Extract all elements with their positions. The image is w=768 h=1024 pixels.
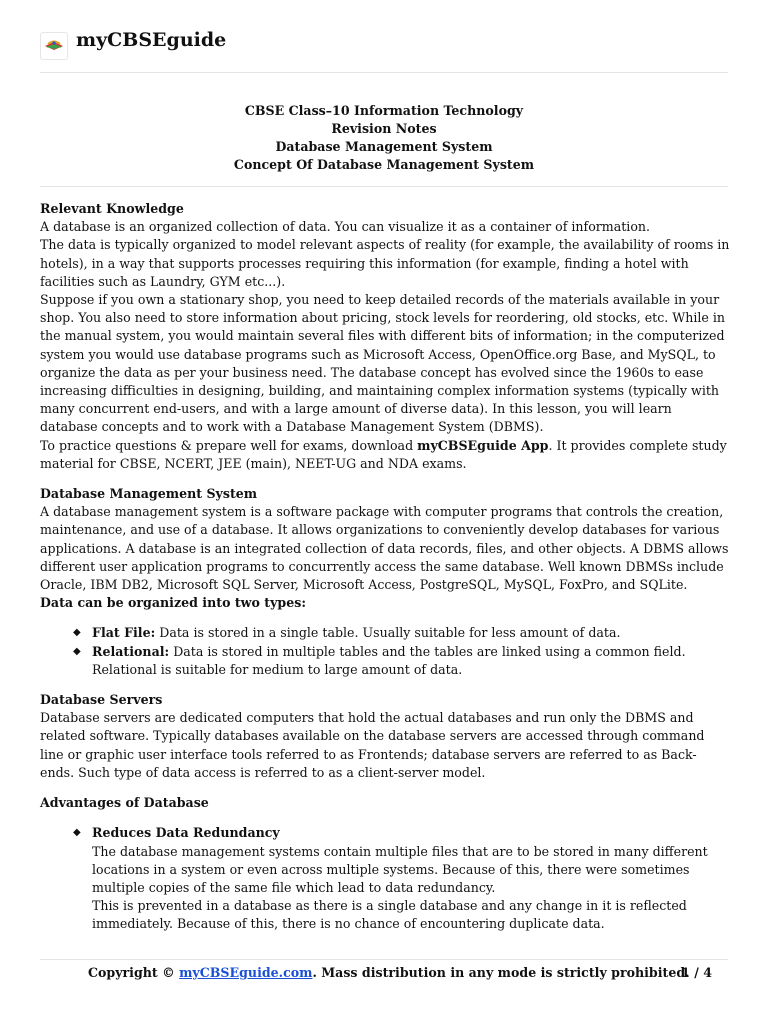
- definition: Data is stored in multiple tables and the tables are linked using a common field. Relational is suitable for medium to large amount of data.: [92, 643, 686, 677]
- diamond-bullet-icon: ◆: [73, 827, 81, 839]
- diamond-bullet-icon: ◆: [73, 627, 81, 639]
- list-item: [40, 643, 730, 679]
- paragraph: [40, 437, 730, 473]
- sub-heading: Data can be organized into two types:: [40, 595, 306, 611]
- footer: [40, 962, 728, 984]
- text: To practice questions & prepare well for exams, download: [40, 437, 418, 453]
- document-titles: [40, 102, 728, 174]
- paragraph: A database is an organized collection of data. You can visualize it as a container of information.: [40, 219, 651, 235]
- section-heading: Database Servers: [40, 692, 163, 708]
- page-number: 1 / 4: [681, 965, 712, 980]
- book-logo-icon: [40, 32, 68, 60]
- term: Flat File:: [92, 625, 156, 641]
- header: [40, 28, 728, 72]
- types-list: [40, 624, 730, 679]
- paragraph: A database management system is a software package with computer programs that controls the creation, maintenance, and use of a database. It allows organizations to conveniently develop databases for various applications. A database is an integrated collection of data records, files, and other objects. A DBMS allows different user application programs to concurrently access the same database. Well known DBMSs include Oracle, IBM DB2, Microsoft SQL Server, Microsoft Access, PostgreSQL, MySQL, FoxPro, and SQLite.: [40, 504, 729, 593]
- app-name: myCBSEguide App: [417, 437, 549, 453]
- header-divider: [40, 72, 728, 73]
- paragraph: The database management systems contain multiple files that are to be stored in many different locations in a system or even across multiple systems. Because of this, there were sometimes multiple copies of the same file which lead to data redundancy.: [92, 843, 708, 895]
- paragraph: Suppose if you own a stationary shop, you need to keep detailed records of the materials available in your shop. You also need to store information about pricing, stock levels for reordering, old stocks, etc. While in the manual system, you would maintain several files with different bits of information; in the computerized system you would use database programs such as Microsoft Access, OpenOffice.org Base, and MySQL, to organize the data as per your business need. The database concept has evolved since the 1960s to ease increasing difficulties in designing, building, and maintaining complex information systems (typically with many concurrent end-users, and with a large amount of diverse data). In this lesson, you will learn database concepts and to work with a Database Management System (DBMS).: [40, 292, 725, 435]
- section-heading: Database Management System: [40, 486, 258, 502]
- section-heading: Advantages of Database: [40, 795, 209, 811]
- section-heading: Relevant Knowledge: [40, 201, 184, 216]
- copyright-text: [88, 964, 690, 982]
- advantages-list: [40, 824, 730, 933]
- paragraph: This is prevented in a database as there is a single database and any change in it is reflected immediately. Because of this, there is no chance of encountering duplicate data.: [92, 898, 687, 932]
- title-divider: [40, 186, 728, 187]
- paragraph: Database servers are dedicated computers that hold the actual databases and run only the DBMS and related software. Typically databases available on the database servers are accessed through command line or graphic user interface tools referred to as Frontends; database servers are referred to as Back-ends. Such type of data access is referred to as a client-server model.: [40, 710, 705, 780]
- text: Copyright ©: [88, 965, 180, 980]
- definition: Data is stored in a single table. Usually suitable for less amount of data.: [155, 625, 621, 641]
- footer-divider: [40, 959, 728, 960]
- text: . Mass distribution in any mode is strictly prohibited.: [312, 965, 690, 980]
- diamond-bullet-icon: ◆: [73, 645, 81, 657]
- title-line: Concept Of Database Management System: [233, 157, 535, 172]
- term: Relational:: [92, 643, 170, 659]
- document-body: [40, 200, 730, 934]
- advantage-title: Reduces Data Redundancy: [92, 825, 280, 841]
- brand-name: myCBSEguide: [76, 29, 227, 51]
- list-item: [40, 624, 730, 642]
- paragraph: The data is typically organized to model relevant aspects of reality (for example, the availability of rooms in hotels), in a way that supports processes requiring this information (for example, finding a hotel with facilities such as Laundry, GYM etc...).: [40, 237, 730, 289]
- title-line: Database Management System: [275, 139, 493, 154]
- list-item: [40, 824, 730, 933]
- title-line: Revision Notes: [331, 121, 437, 136]
- site-link[interactable]: myCBSEguide.com: [179, 965, 313, 980]
- title-line: CBSE Class–10 Information Technology: [244, 103, 524, 118]
- text: . It provides complete study material for CBSE, NCERT, JEE (main), NEET-UG and NDA exams.: [40, 437, 727, 471]
